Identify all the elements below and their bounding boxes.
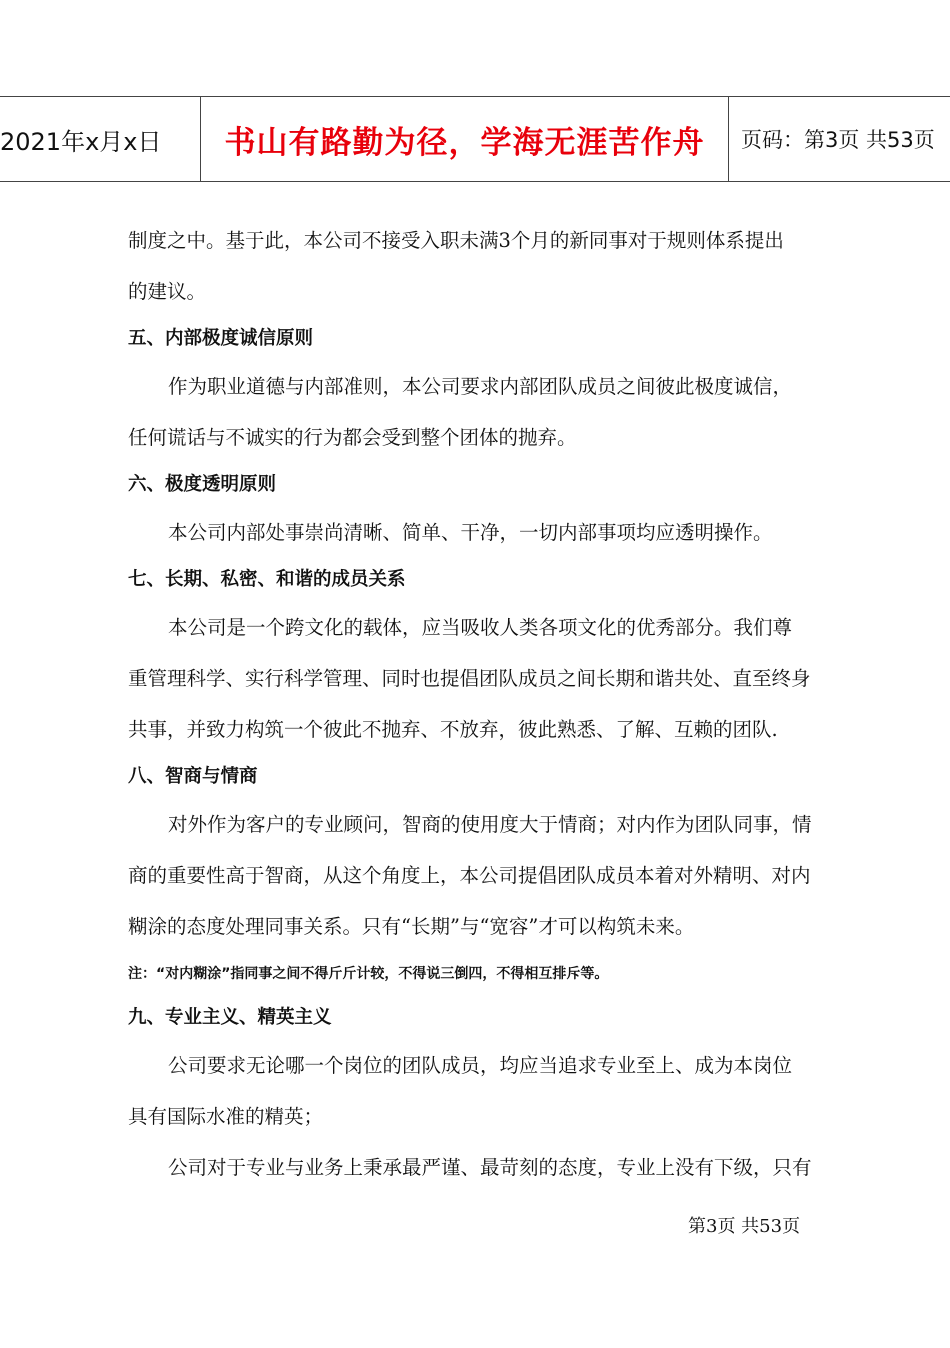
paragraph-line: 的建议。 (128, 280, 207, 303)
paragraph-line: 商的重要性高于智商，从这个角度上，本公司提倡团队成员本着对外精明、对内 (128, 864, 811, 887)
paragraph-line: 本公司内部处事崇尚清晰、简单、干净，一切内部事项均应透明操作。 (168, 521, 773, 544)
section-heading-8: 八、智商与情商 (128, 766, 258, 787)
section-heading-7: 七、长期、私密、和谐的成员关系 (128, 569, 406, 590)
header-date: 2021年x月x日 (0, 97, 201, 181)
header-motto: 书山有路勤为径，学海无涯苦作舟 (201, 97, 729, 181)
document-body (128, 215, 828, 1193)
paragraph-line: 本公司是一个跨文化的载体，应当吸收人类各项文化的优秀部分。我们尊 (168, 616, 793, 639)
paragraph-line: 重管理科学、实行科学管理、同时也提倡团队成员之间长期和谐共处、直至终身 (128, 667, 811, 690)
paragraph-line: 制度之中。基于此，本公司不接受入职未满3个月的新同事对于规则体系提出 (128, 229, 784, 252)
note-text: 注：“对内糊涂”指同事之间不得斤斤计较，不得说三倒四，不得相互排斥等。 (128, 966, 609, 982)
paragraph-line: 公司要求无论哪一个岗位的团队成员，均应当追求专业至上、成为本岗位 (168, 1054, 793, 1077)
paragraph-line: 公司对于专业与业务上秉承最严谨、最苛刻的态度，专业上没有下级，只有 (168, 1156, 812, 1179)
paragraph-line: 对外作为客户的专业顾问，智商的使用度大于情商；对内作为团队同事，情 (168, 813, 812, 836)
paragraph-line: 糊涂的态度处理同事关系。只有“长期”与“宽容”才可以构筑未来。 (128, 915, 695, 938)
section-heading-5: 五、内部极度诚信原则 (128, 328, 314, 349)
section-heading-6: 六、极度透明原则 (128, 474, 277, 495)
paragraph-line: 具有国际水准的精英； (128, 1105, 324, 1128)
paragraph-line: 共事，并致力构筑一个彼此不抛弃、不放弃，彼此熟悉、了解、互赖的团队. (128, 718, 778, 741)
paragraph-line: 任何谎话与不诚实的行为都会受到整个团体的抛弃。 (128, 426, 577, 449)
header-page-number: 页码：第3页 共53页 (741, 128, 935, 152)
page-header (0, 96, 950, 182)
footer-page-number: 第3页 共53页 (688, 1216, 801, 1237)
section-heading-9: 九、专业主义、精英主义 (128, 1007, 332, 1028)
paragraph-line: 作为职业道德与内部准则，本公司要求内部团队成员之间彼此极度诚信， (168, 375, 793, 398)
